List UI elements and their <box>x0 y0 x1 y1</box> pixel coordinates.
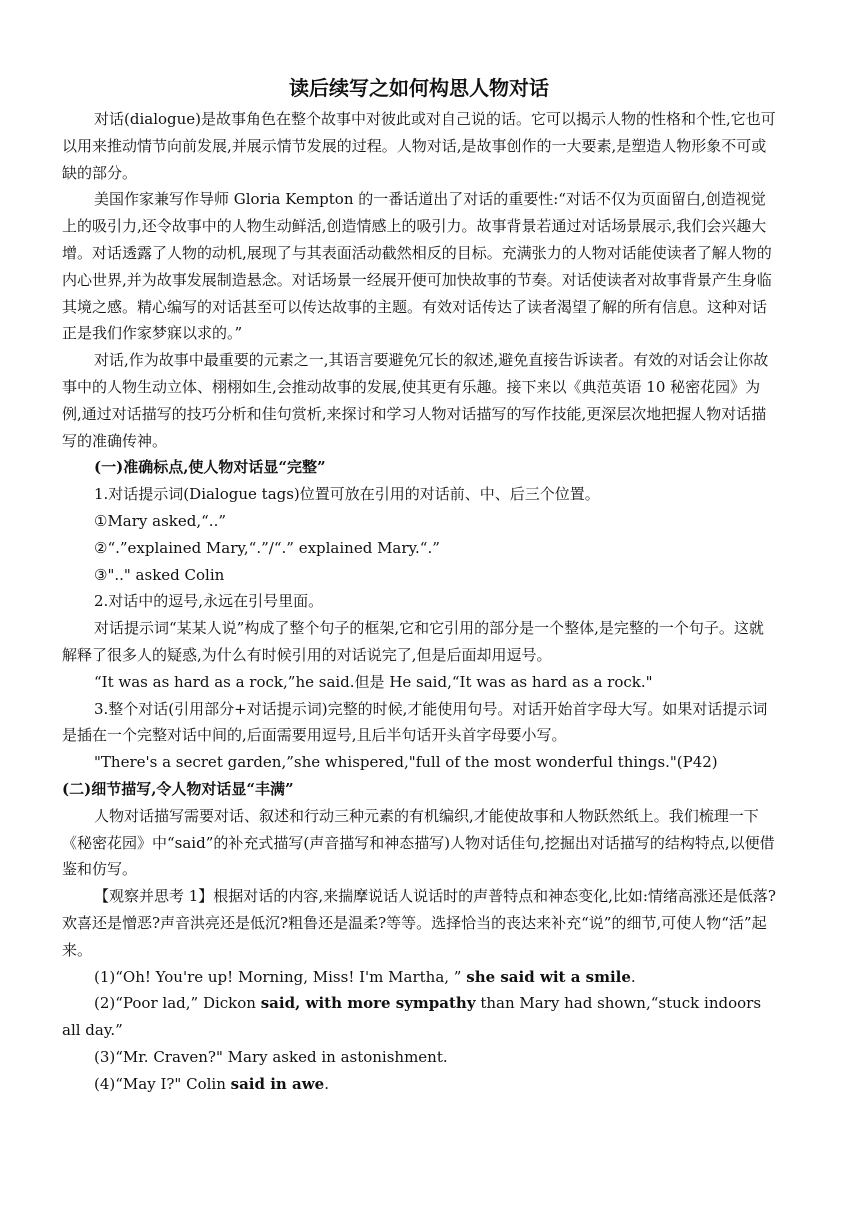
section-2-heading: (二)细节描写,令人物对话显“丰满” <box>62 779 294 798</box>
example-text: (3)“Mr. Craven?" Mary asked in astonishment. <box>94 1047 448 1066</box>
document-title: 读后续写之如何构思人物对话 <box>289 76 549 100</box>
example-text: than Mary had shown,“stuck indoors all day.” <box>62 994 762 1040</box>
dialogue-example-4 <box>62 1071 776 1098</box>
dialogue-example-3 <box>62 1044 776 1071</box>
dialogue-example-2 <box>62 990 776 1044</box>
example-text: (2)“Poor lad,” Dickon <box>94 994 261 1013</box>
example-text: (1)“Oh! You're up! Morning, Miss! I'm Martha, ” <box>94 967 467 986</box>
example-highlight: said, with more sympathy <box>260 994 476 1013</box>
dialogue-example-1 <box>62 964 776 991</box>
intro-paragraph-1: 对话(dialogue)是故事角色在整个故事中对彼此或对自己说的话。它可以揭示人物的性格和个性,它也可以用来推动情节向前发展,并展示情节发展的过程。人物对话,是故事创作的一大要素,是塑造人物形象不可或缺的部分。 <box>62 110 776 182</box>
example-highlight: she said wit a smile <box>466 967 631 986</box>
rule-1-example-2: ②“.”explained Mary,“.”/“.” explained Mary.“.” <box>94 538 440 557</box>
intro-paragraph-3: 对话,作为故事中最重要的元素之一,其语言要避免冗长的叙述,避免直接告诉读者。有效的对话会让你故事中的人物生动立体、栩栩如生,会推动故事的发展,使其更有乐趣。接下来以《典范英语 10 秘密花园》为例,通过对话描写的技巧分析和佳句赏析,来探讨和学习人物对话描写的写作技能,更深层次地把握人物对话描写的准确传神。 <box>62 351 769 450</box>
rule-2-example: “It was as hard as a rock,”he said.但是 He said,“It was as hard as a rock." <box>94 672 653 691</box>
rule-3-example: "There's a secret garden,”she whispered,"full of the most wonderful things."(P42) <box>94 753 718 772</box>
rule-1-example-3: ③".." asked Colin <box>94 565 225 584</box>
rule-1: 1.对话提示词(Dialogue tags)位置可放在引用的对话前、中、后三个位置。 <box>94 485 600 504</box>
section-2-paragraph-2: 【观察并思考 1】根据对话的内容,来揣摩说话人说话时的声普特点和神态变化,比如:情绪高涨还是低落?欢喜还是憎恶?声音洪亮还是低沉?粗鲁还是温柔?等等。选择恰当的丧达来补充“说”的细节,可使人物“活”起来。 <box>62 887 776 959</box>
rule-1-example-1: ①Mary asked,“..” <box>94 511 227 530</box>
section-1-heading: (一)准确标点,使人物对话显“完整” <box>94 458 326 477</box>
example-text: . <box>324 1074 329 1093</box>
intro-paragraph-2: 美国作家兼写作导师 Gloria Kempton 的一番话道出了对话的重要性:“对话不仅为页面留白,创造视觉上的吸引力,还令故事中的人物生动鲜活,创造情感上的吸引力。故事背景若通过对话场景展示,我们会兴趣大增。对话透露了人物的动机,展现了与其表面活动截然相反的目标。充满张力的人物对话能使读者了解人物的内心世界,并为故事发展制造悬念。对话场景一经展开便可加快故事的节奏。对话使读者对故事背景产生身临其境之感。精心编写的对话甚至可以传达故事的主题。有效对话传达了读者渴望了解的所有信息。这种对话正是我们作家梦寐以求的。” <box>62 190 772 343</box>
example-text: (4)“May I?" Colin <box>94 1074 231 1093</box>
section-2-paragraph-1: 人物对话描写需要对话、叙述和行动三种元素的有机编织,才能使故事和人物跃然纸上。我们梳理一下《秘密花园》中“said”的补充式描写(声音描写和神态描写)人物对话佳句,挖掘出对话描写的结构特点,以便借鉴和仿写。 <box>62 806 775 879</box>
example-highlight: said in awe <box>230 1074 325 1093</box>
rule-2: 2.对话中的逗号,永远在引号里面。 <box>94 592 324 611</box>
rule-3: 3.整个对话(引用部分+对话提示词)完整的时候,才能使用句号。对话开始首字母大写。如果对话提示词是插在一个完整对话中间的,后面需要用逗号,且后半句话开头首字母要小写。 <box>62 699 768 745</box>
rule-2-explanation: 对话提示词“某某人说”构成了整个句子的框架,它和它引用的部分是一个整体,是完整的一个句子。这就解释了很多人的疑惑,为什么有时候引用的对话说完了,但是后面却用逗号。 <box>62 619 764 664</box>
example-text: . <box>630 967 636 986</box>
